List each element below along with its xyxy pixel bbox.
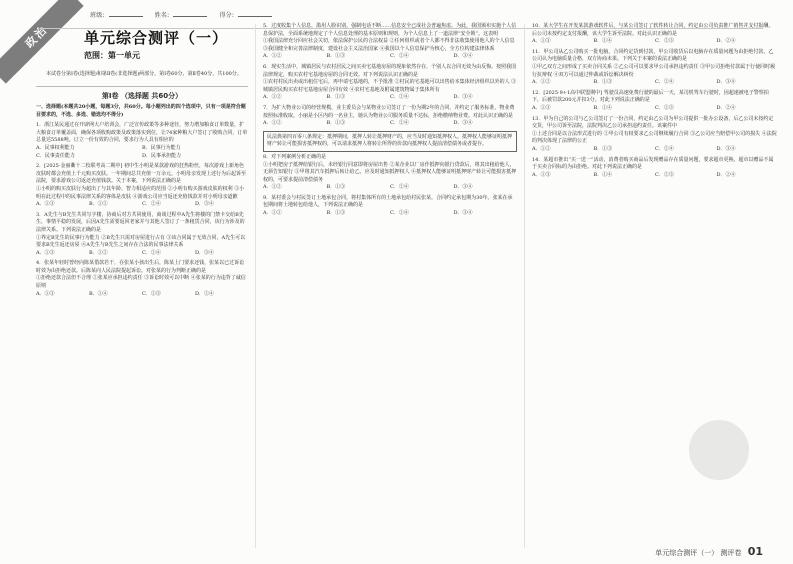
question-list bbox=[36, 122, 248, 298]
question-statements: ①农村村民出卖或出租住宅后，再申请宅基地的，不予批准 ②村民的宅基地可以出售给本集体经济组织以外的人 ③城镇居民购买农村宅基地房屋合同有效 ④农村宅基地及附属建筑物属于集体所有 bbox=[263, 79, 517, 93]
answer-options bbox=[263, 184, 517, 192]
question-item bbox=[263, 131, 517, 192]
question-stem: 5．过度收集个人信息，滥用人脸识别，强制电话不断……信息安全已成社会普遍焦虑。为此，我国颁布实施个人信息保护法，全面系统地规定了个人信息处理的基本原则和规则，为个人信息上了一道法律“安全锁”。这表明 bbox=[263, 23, 517, 37]
answer-option[interactable]: B．①③ bbox=[326, 53, 346, 60]
question-item bbox=[263, 105, 517, 128]
question-stem: 9．某村委会与村民签订土地承包合同，将村集体所有的土地承包给村民张某，合同约定承包期为30年。张某在承包期间将土地转包给他人，下列说法正确的是 bbox=[263, 194, 513, 209]
question-statements: ①甲乙双方之间形成了买卖合同关系 ②乙公司可以要求甲公司承担违约责任 ③甲公司拒绝付款属于行使同时履行抗辩权 ④双方可以通过仲裁或诉讼解决纠纷 bbox=[532, 63, 776, 78]
answer-option[interactable]: A．①③ bbox=[532, 38, 551, 45]
answer-option[interactable]: D．②④ bbox=[195, 290, 215, 297]
name-blank[interactable] bbox=[173, 16, 207, 17]
column-divider bbox=[255, 24, 256, 548]
answer-option[interactable]: C．②③ bbox=[142, 290, 161, 297]
answer-option[interactable]: A．①② bbox=[263, 184, 282, 191]
question-item bbox=[36, 163, 248, 209]
answer-option[interactable]: D．②④ bbox=[716, 38, 736, 45]
answer-option[interactable]: D．②④ bbox=[716, 171, 736, 178]
answer-options bbox=[532, 172, 778, 180]
answer-option[interactable]: C．②④ bbox=[142, 249, 161, 256]
answer-option[interactable]: B．民事行为能力 bbox=[142, 144, 181, 151]
exam-intro: 本试卷分第Ⅰ卷(选择题)和第Ⅱ卷(非选择题)两部分。第Ⅰ卷60分，第Ⅱ卷40分，共100分。 bbox=[46, 71, 242, 77]
student-info-fields bbox=[90, 10, 282, 19]
score-blank[interactable] bbox=[238, 16, 272, 17]
answer-option[interactable]: A．民事权利能力 bbox=[36, 144, 75, 151]
answer-option[interactable]: B．①④ bbox=[593, 171, 613, 178]
answer-option[interactable]: C．②④ bbox=[390, 184, 409, 191]
question-stem: 10．某大学生在开发某款游戏软件后，与某公司签订了软件转让合同，约定由公司负责推广销售并支付报酬。后公司未按约定支付报酬，该大学生诉至法院。对此认识正确的是 bbox=[532, 23, 774, 37]
question-stem: 1．浙江某民通过在开辟网大户培训会，广泛宣传政策等多种途径，努力增加粮食订单数量，扩大粮食订单覆盖面，确保各项收购政策及政策落实到位，让74家种粮大户签订了收购合同，订单总量达5588吨。订立一份有效的合同，要求行为人具有相应的 bbox=[36, 122, 248, 144]
name-label: 姓名: bbox=[154, 12, 170, 19]
answer-options bbox=[532, 79, 778, 87]
column-3 bbox=[532, 20, 778, 179]
footer-label: 单元综合测评（一） 测评卷 bbox=[655, 549, 742, 557]
answer-option[interactable]: A．①② bbox=[263, 120, 282, 127]
answer-option[interactable]: A．①② bbox=[532, 79, 551, 86]
question-stem: 12．[2025·9+1高中联盟期中] 驾驶员高速免费行驶的最后一天，某司机驾车行驶时，因超速被电子警察拍下，后被罚款200元并扣3分。对此下列说法正确的是 bbox=[532, 89, 769, 104]
answer-option[interactable]: B．①② bbox=[89, 249, 108, 256]
question-item bbox=[36, 212, 248, 258]
class-blank[interactable] bbox=[109, 16, 143, 17]
answer-option[interactable]: A．①② bbox=[263, 210, 282, 217]
answer-option[interactable]: A．①③ bbox=[36, 201, 55, 208]
question-stem: 7．为扩大物业公司的经营规模，业主委员会与某物业公司签订了一份为期2年的合同，并约定了服务标准，物业费按照标准收取。小丽是小区内的一名业主，她认为物业公司服务质量不达标，拒绝缴纳物业费。对此认识正确的是 bbox=[263, 104, 515, 119]
answer-option[interactable]: C．②④ bbox=[390, 120, 409, 127]
answer-option[interactable]: B．①③ bbox=[326, 184, 346, 191]
question-stem: 11．甲公司从乙公司购买一批电脑，合同约定货到付款，甲公司收货后以电脑存在质量问题为由拒绝付款，乙公司认为电脑质量合格，双方协商未果。下列关于本案的说法正确的是 bbox=[532, 48, 774, 63]
page-scope: 范围：第一单元 bbox=[84, 51, 140, 60]
answer-option[interactable]: A．①③ bbox=[532, 104, 551, 111]
question-stem: 4．张某年轻时曾经向陈某借款若干，在张某小孩出生后，陈某上门要求还钱，张某以已过诉讼时效为由拒绝还款。后陈某向人民法院提起诉讼。对张某的行为判断正确的是 bbox=[36, 260, 245, 274]
column-divider bbox=[524, 24, 525, 548]
page-title: 单元综合测评（一） bbox=[84, 29, 229, 47]
quote-box: 民法典第四百零八条规定：抵押期间，抵押人转让抵押财产的，应当及时通知抵押权人。抵押权人能够证明抵押财产转让可能损害抵押权的，可以请求抵押人将转让所得的价款向抵押权人提前清偿债务或者提存。 bbox=[263, 131, 517, 152]
page-footer bbox=[655, 545, 763, 558]
answer-option[interactable]: D．③④ bbox=[716, 145, 736, 152]
question-list bbox=[532, 23, 778, 179]
question-item bbox=[263, 64, 517, 102]
answer-option[interactable]: C．②④ bbox=[390, 53, 409, 60]
answer-option[interactable]: A．①② bbox=[263, 94, 282, 101]
answer-options bbox=[36, 145, 248, 160]
question-item bbox=[263, 195, 517, 218]
question-statements: ①小明把房子抵押给银行后，未经银行同意即将房屋出售 ②某企业以厂房作抵押向银行贷款后，将其出租给他人，无须告知银行 ③甲将其汽车抵押后转让给乙，应及时通知抵押权人 ④抵押权人能够证明抵押财产转让可能损害抵押权的，可要求提前清偿债务 bbox=[263, 161, 517, 183]
answer-option[interactable]: B．①③ bbox=[593, 145, 613, 152]
answer-option[interactable]: C．②④ bbox=[390, 94, 409, 101]
question-item bbox=[532, 49, 778, 87]
question-item bbox=[36, 260, 248, 298]
answer-option[interactable]: B．①③ bbox=[326, 210, 346, 217]
section-instructions: 一、选择题(本题共20小题，每题3分，共60分。每小题列出的四个选项中，只有一项是符合题目要求的，不选、多选、错选均不得分) bbox=[36, 104, 246, 118]
question-stem: 6．现实生活中，城镇居民与农村居民之间买卖宅基地房屋的现象依然存在，个别人以合同无效为由反悔。按照我国法律规定，购买农村宅基地房屋的合同无效。对下列说法认识正确的是 bbox=[263, 63, 517, 78]
question-stem: 8．对下列案例分析正确的是 bbox=[263, 153, 327, 160]
answer-options bbox=[36, 201, 248, 209]
answer-option[interactable]: B．①④ bbox=[89, 290, 108, 297]
question-item bbox=[263, 23, 517, 61]
answer-option[interactable]: D．民事承担能力 bbox=[142, 152, 182, 159]
question-statements: ①小明的购买皮肤行为超出了与其年龄、智力相适应的范围 ②小明有购买游戏皮肤的权利 ③小明在此过程中的民事法律关系的客体是皮肤 ④游戏公司应当返还充值钱款并对小明母亲道歉 bbox=[36, 185, 245, 200]
answer-option[interactable]: B．①② bbox=[89, 201, 108, 208]
answer-option[interactable]: B．①③ bbox=[326, 94, 346, 101]
question-statements: ①界定B先生的民事行为能力 ②B先生只需对房屋进行占有 ③该合同属于无效合同，A先生可以要求B先生返还房屋 ④A先生与B先生之间存在合法的民事法律关系 bbox=[36, 234, 246, 249]
column-1 bbox=[36, 20, 248, 298]
answer-option[interactable]: C．②④ bbox=[390, 210, 409, 217]
answer-options bbox=[36, 250, 248, 258]
question-stem: 13．甲为自己的公司与乙公司签订了一份合同，约定由乙公司为甲公司提供一批办公设备，后乙公司未按约定交货，甲公司诉至法院，法院判决乙公司承担违约责任。该案件中 bbox=[532, 115, 774, 130]
page-number: 01 bbox=[747, 545, 763, 558]
page-curl-shadow bbox=[689, 420, 749, 480]
answer-options bbox=[532, 146, 778, 154]
answer-options bbox=[263, 120, 517, 128]
answer-options bbox=[532, 38, 778, 46]
section-heading: 第Ⅰ卷 （选择题 共60分） bbox=[36, 86, 248, 101]
answer-option[interactable]: C．②④ bbox=[655, 79, 674, 86]
answer-option[interactable]: A．①② bbox=[263, 53, 282, 60]
answer-option[interactable]: D．③④ bbox=[453, 184, 473, 191]
answer-option[interactable]: D．③④ bbox=[453, 210, 473, 217]
question-item bbox=[36, 122, 248, 160]
question-list bbox=[263, 23, 517, 218]
subject-ribbon: 政治 bbox=[0, 0, 84, 84]
class-label: 班级: bbox=[90, 12, 105, 19]
answer-option[interactable]: A．①② bbox=[532, 145, 551, 152]
answer-option[interactable]: D．③④ bbox=[453, 120, 473, 127]
score-label: 得分: bbox=[219, 12, 235, 19]
answer-options bbox=[263, 210, 517, 218]
question-statements: ①拒绝还款合法但不合理 ②张某应承担违约责任 ③诉讼时效可以中断 ④张某的行为违背了诚信原则 bbox=[36, 275, 246, 290]
answer-option[interactable]: D．③④ bbox=[195, 201, 215, 208]
answer-option[interactable]: D．③④ bbox=[716, 79, 736, 86]
question-item bbox=[532, 116, 778, 154]
answer-options bbox=[263, 53, 517, 61]
question-item bbox=[532, 157, 778, 180]
title-block bbox=[36, 28, 248, 62]
answer-option[interactable]: B．①③ bbox=[593, 79, 613, 86]
answer-option[interactable]: B．①④ bbox=[593, 104, 613, 111]
answer-option[interactable]: D．③④ bbox=[453, 53, 473, 60]
question-stem: 2．[2025·金丽衢十二校联考高二期中] 初中生小明是某款游戏的狂热粉丝，每次游戏上新角色皮肤时都会充值上千元购买皮肤。一年期间总共充值一万余元。小明母亲发现上述行为后起诉至法院，要求游戏公司返还充值钱款。关于本案，下列说法正确的是 bbox=[36, 163, 247, 185]
answer-option[interactable]: C．②④ bbox=[655, 145, 674, 152]
answer-option[interactable]: D．③④ bbox=[195, 249, 215, 256]
answer-option[interactable]: C．民事责任能力 bbox=[36, 152, 75, 159]
answer-option[interactable]: C．②④ bbox=[142, 201, 161, 208]
question-statements: ①上述合同是以合法形式进行的 ②甲公司有权要求乙公司继续履行合同 ③乙公司应当赔偿甲公司的损失 ④法院的判决体现了法律的公正 bbox=[532, 130, 777, 145]
answer-option[interactable]: B．①③ bbox=[326, 120, 346, 127]
answer-option[interactable]: C．②③ bbox=[655, 38, 674, 45]
answer-option[interactable]: A．①③ bbox=[36, 290, 55, 297]
question-item bbox=[532, 90, 778, 113]
answer-options bbox=[263, 94, 517, 102]
answer-option[interactable]: D．③④ bbox=[453, 94, 473, 101]
answer-option[interactable]: D．②④ bbox=[716, 104, 736, 111]
answer-options bbox=[532, 105, 778, 113]
answer-option[interactable]: A．①③ bbox=[532, 171, 551, 178]
answer-option[interactable]: C．②③ bbox=[655, 104, 674, 111]
answer-option[interactable]: B．①④ bbox=[593, 38, 613, 45]
answer-options bbox=[36, 291, 248, 299]
answer-option[interactable]: A．①③ bbox=[36, 249, 55, 256]
question-statements: ①我国法律充分回应社会关切，依法保护公民的合法权益 ②任何组织或者个人都不得非法收集使用他人的个人信息 ③我国健全和完善法律制度，建设社会主义法治国家 ④我国以个人信息保护为核心，全方位构建法律体系 bbox=[263, 38, 515, 52]
question-stem: 14．某超市推出“买一送一”活动，消费者购买商品后发现赠品存在质量问题，要求超市更换。超市以赠品不属于买卖合同标的为由拒绝。对此下列说法正确的是 bbox=[532, 156, 774, 171]
column-2 bbox=[263, 20, 517, 218]
answer-option[interactable]: C．②③ bbox=[655, 171, 674, 178]
question-item bbox=[532, 23, 778, 46]
question-stem: 3．A先生与B先生共同写字楼，协商后对方共同使用，商谈过程中A先生将楼的门禁卡交给B先生，事情平稳的发展，后因A先生需要返回老家并与其他人签订了一条租赁合同，该行为涉及的法律关系。下列说法正确的是 bbox=[36, 211, 245, 233]
